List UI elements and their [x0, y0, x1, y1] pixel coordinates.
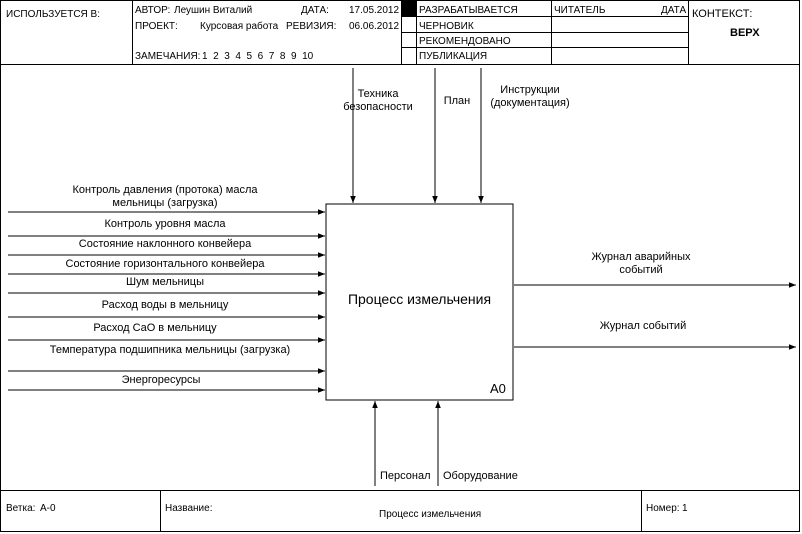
status-publication: ПУБЛИКАЦИЯ	[419, 51, 488, 62]
reader-label: ЧИТАТЕЛЬ	[554, 5, 606, 16]
context-label: КОНТЕКСТ:	[692, 8, 753, 20]
author-label: АВТОР:	[135, 5, 171, 16]
control-label-plan: План	[443, 95, 471, 107]
date-value: 17.05.2012	[349, 5, 400, 16]
date-label: ДАТА:	[301, 5, 329, 16]
input-label-bearing-temp: Температура подшипника мельницы (загрузка)	[49, 344, 291, 356]
control-label-safety-line2: безопасности	[343, 101, 413, 113]
status-draft: ЧЕРНОВИК	[419, 21, 474, 32]
revision-label: РЕВИЗИЯ:	[286, 21, 337, 32]
footer-divider-2	[641, 490, 642, 532]
status-recommended: РЕКОМЕНДОВАНО	[419, 36, 511, 47]
process-name: Процесс измельчения	[347, 291, 492, 307]
process-id: A0	[490, 381, 506, 396]
node-label: Ветка:	[6, 503, 36, 514]
input-label-oil-level: Контроль уровня масла	[104, 218, 226, 230]
number-label: Номер:	[646, 503, 680, 514]
output-label-alarm-log	[576, 251, 706, 277]
control-label-instructions-line2: (документация)	[490, 97, 570, 109]
control-label-safety	[333, 88, 423, 114]
used-in-label: ИСПОЛЬЗУЕТСЯ В:	[6, 9, 101, 20]
input-label-oil-pressure-line1: Контроль давления (протока) масла	[72, 184, 258, 196]
reader-date-label: ДАТА	[661, 5, 687, 16]
context-value: ВЕРХ	[730, 27, 760, 39]
input-label-mill-noise: Шум мельницы	[126, 276, 204, 288]
title-value: Процесс измельчения	[379, 509, 482, 520]
output-label-alarm-log-line2: событий	[619, 264, 663, 276]
node-value: А-0	[40, 503, 56, 514]
notes-label: ЗАМЕЧАНИЯ:	[135, 51, 201, 62]
project-label: ПРОЕКТ:	[135, 21, 178, 32]
footer-divider-1	[160, 490, 161, 532]
project-value: Курсовая работа	[200, 21, 279, 32]
control-label-instructions-line1: Инструкции	[500, 84, 560, 96]
input-label-oil-pressure-line2: мельницы (загрузка)	[112, 197, 218, 209]
input-label-water-flow: Расход воды в мельницу	[101, 299, 229, 311]
input-label-incline-conveyor: Состояние наклонного конвейера	[78, 238, 252, 250]
input-label-horizontal-conveyor: Состояние горизонтального конвейера	[65, 258, 265, 270]
input-label-cao-flow: Расход CaO в мельницу	[93, 322, 217, 334]
input-label-energy: Энергоресурсы	[121, 374, 201, 386]
output-label-alarm-log-line1: Журнал аварийных	[591, 251, 691, 263]
mechanism-label-equipment: Оборудование	[443, 470, 518, 482]
author-value: Леушин Виталий	[174, 5, 253, 16]
mechanism-label-personnel: Персонал	[380, 470, 431, 482]
revision-value: 06.06.2012	[349, 21, 400, 32]
control-label-safety-line1: Техника	[357, 88, 399, 100]
status-in-work: РАЗРАБАТЫВАЕТСЯ	[419, 5, 518, 16]
footer-top-line	[0, 490, 800, 491]
title-label: Название:	[165, 503, 213, 514]
output-label-event-log: Журнал событий	[599, 320, 687, 332]
number-value: 1	[682, 503, 688, 514]
notes-values: 1 2 3 4 5 6 7 8 9 10	[202, 51, 314, 62]
control-label-instructions	[480, 84, 580, 110]
input-label-oil-pressure	[30, 184, 300, 210]
